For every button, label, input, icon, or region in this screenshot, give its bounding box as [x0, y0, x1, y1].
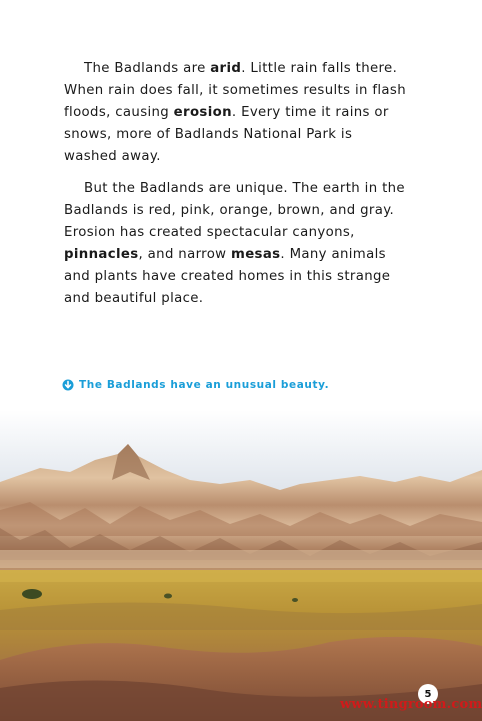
vocab-word-pinnacles: pinnacles — [64, 247, 139, 262]
vocab-word-erosion: erosion — [173, 105, 232, 120]
vocab-word-mesas: mesas — [230, 247, 281, 262]
caption-text: The Badlands have an unusual beauty. — [79, 379, 330, 391]
text-run: But the Badlands are unique. The earth in the Badlands is red, pink, orange, brown, and gray. Erosion has created spectacular canyons, — [64, 181, 405, 240]
text-run: , and narrow — [138, 247, 231, 262]
badlands-landscape-photo — [0, 410, 482, 721]
text-run: . Every time it rains or snows, more of Badlands National Park is washed away. — [64, 105, 389, 164]
vocab-word-arid: arid — [210, 61, 242, 76]
text-run: . Many animals and plants have created homes in this strange and beautiful place. — [64, 247, 391, 306]
text-run: The Badlands are — [84, 61, 211, 76]
arrow-down-circle-icon — [62, 379, 74, 391]
photo-caption — [62, 379, 329, 391]
paragraph-arid — [64, 58, 409, 168]
paragraph-unique — [64, 178, 409, 310]
text-run: . Little rain falls there. When rain does fall, it sometimes results in flash floods, causing — [64, 61, 406, 120]
page-number: 5 — [418, 684, 438, 704]
watermark: www.tingroom.com — [340, 697, 482, 712]
